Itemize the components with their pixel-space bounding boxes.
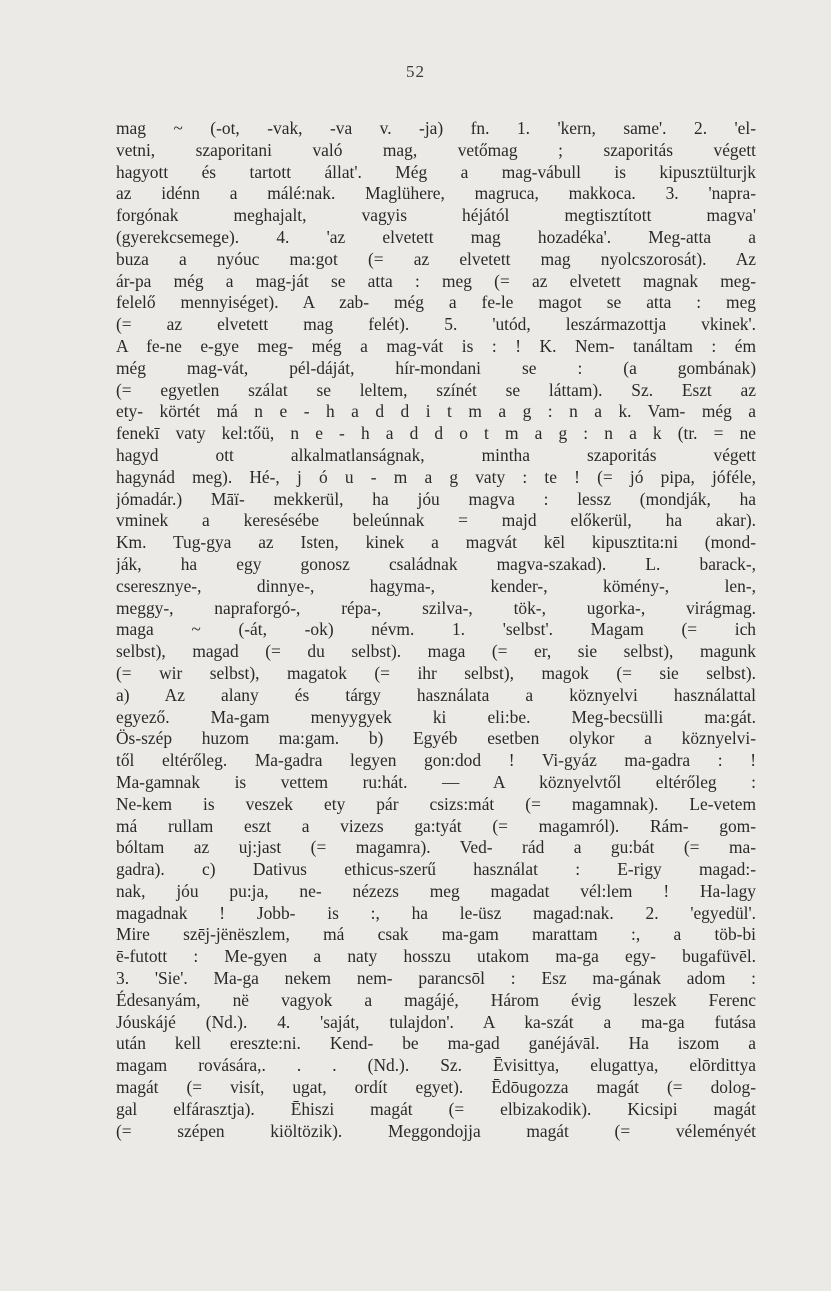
text-line: ē-futott : Me-gyen a naty hosszu utakom ma-ga egy- bugafüvēl.: [116, 946, 756, 967]
text-line: hagynád meg). Hé-, j ó u - m a g vaty : te ! (= jó pipa, jóféle,: [116, 466, 756, 487]
text-line: 3. 'Sie'. Ma-ga nekem nem- parancsōl : Esz ma-gának adom :: [116, 968, 756, 989]
page-number: 52: [406, 62, 425, 81]
text-line: maga ~ (-át, -ok) névm. 1. 'selbst'. Magam (= ich: [116, 619, 756, 640]
text-line: től eltérőleg. Ma-gadra legyen gon:dod ! Vi-gyáz ma-gadra : !: [116, 750, 756, 771]
text-line: Mire szēj-jënëszlem, má csak ma-gam marattam :, a töb-bi: [116, 924, 756, 945]
text-line: ár-pa még a mag-ját se atta : meg (= az elvetett magnak meg-: [116, 270, 756, 291]
text-line: után kell ereszte:ni. Kend- be ma-gad ganéjávāl. Ha iszom a: [116, 1033, 756, 1054]
text-line: felelő mennyiséget). A zab- még a fe-le magot se atta : meg: [116, 292, 756, 313]
text-line: forgónak meghajalt, vagyis héjától megtisztított magva': [116, 205, 756, 226]
text-line: selbst), magad (= du selbst). maga (= er, sie selbst), magunk: [116, 641, 756, 662]
text-line: mag ~ (-ot, -vak, -va v. -ja) fn. 1. 'kern, same'. 2. 'el-: [116, 118, 756, 138]
text-line: (gyerekcsemege). 4. 'az elvetett mag hozadéka'. Meg-atta a: [116, 226, 756, 247]
text-line: A fe-ne e-gye meg- még a mag-vát is : ! K. Nem- tanáltam : ém: [116, 335, 756, 356]
text-line: meggy-, napraforgó-, répa-, szilva-, tök-, ugorka-, virágmag.: [116, 597, 756, 618]
text-line: bóltam az uj:jast (= magamra). Ved- rád a gu:bát (= ma-: [116, 837, 756, 858]
text-line: Jóuskájé (Nd.). 4. 'saját, tulajdon'. A ka-szát a ma-ga futása: [116, 1011, 756, 1032]
text-line: magam rovására,. . . (Nd.). Sz. Ēvisittya, elugattya, elōrdittya: [116, 1055, 756, 1076]
text-line: Ma-gamnak is vettem ru:hát. — A köznyelvtől eltérőleg :: [116, 771, 756, 792]
text-line: (= az elvetett mag felét). 5. 'utód, leszármazottja vkinek'.: [116, 314, 756, 335]
text-line: ják, ha egy gonosz családnak magva-szakad). L. barack-,: [116, 553, 756, 574]
text-line: magadnak ! Jobb- is :, ha le-üsz magad:nak. 2. 'egyedül'.: [116, 902, 756, 923]
text-line: cseresznye-, dinnye-, hagyma-, kender-, kömény-, len-,: [116, 575, 756, 596]
text-line: nak, jóu pu:ja, ne- nézezs meg magadat vél:lem ! Ha-lagy: [116, 880, 756, 901]
text-line: gadra). c) Dativus ethicus-szerű használat : E-rigy magad:-: [116, 859, 756, 880]
text-line: Km. Tug-gya az Isten, kinek a magvát kēl kipusztita:ni (mond-: [116, 532, 756, 553]
text-line: Ös-szép huzom ma:gam. b) Egyéb esetben olykor a köznyelvi-: [116, 728, 756, 749]
text-line: (= szépen kiöltözik). Meggondojja magát (= véleményét: [116, 1120, 756, 1141]
text-line: egyező. Ma-gam menyygyek ki eli:be. Meg-becsülli ma:gát.: [116, 706, 756, 727]
text-line: hagyd ott alkalmatlanságnak, mintha szaporitás végett: [116, 444, 756, 465]
text-line: jómadár.) Māï- mekkerül, ha jóu magva : lessz (mondják, ha: [116, 488, 756, 509]
text-line: vetni, szaporitani való mag, vetőmag ; szaporitás végett: [116, 139, 756, 160]
text-line: magát (= visít, ugat, ordít egyet). Ēdōugozza magát (= dolog-: [116, 1077, 756, 1098]
text-line: vminek a keresésébe beleúnnak = majd előkerül, ha akar).: [116, 510, 756, 531]
text-line: gal elfárasztja). Ēhiszi magát (= elbizakodik). Kicsipi magát: [116, 1098, 756, 1119]
text-line: (= wir selbst), magatok (= ihr selbst), magok (= sie selbst).: [116, 662, 756, 683]
text-line: buza a nyóuc ma:got (= az elvetett mag nyolcszorosát). Az: [116, 248, 756, 269]
text-line: még mag-vát, pél-dáját, hír-mondani se : (a gombának): [116, 357, 756, 378]
text-line: az idénn a málé:nak. Maglühere, magruca, makkoca. 3. 'napra-: [116, 183, 756, 204]
text-line: Édesanyám, në vagyok a magájé, Három évig leszek Ferenc: [116, 989, 756, 1010]
body-text: [116, 118, 756, 1142]
text-line: (= egyetlen szálat se leltem, színét se láttam). Sz. Eszt az: [116, 379, 756, 400]
text-line: má rullam eszt a vizezs ga:tyát (= magamról). Rám- gom-: [116, 815, 756, 836]
text-line: fenekī vaty kel:tőü, n e - h a d d o t m a g : n a k (tr. = ne: [116, 423, 756, 444]
text-line: a) Az alany és tárgy használata a köznyelvi használattal: [116, 684, 756, 705]
text-line: Ne-kem is veszek ety pár csizs:mát (= magamnak). Le-vetem: [116, 793, 756, 814]
text-line: ety- körtét má n e - h a d d i t m a g : n a k. Vam- még a: [116, 401, 756, 422]
text-line: hagyott és tartott állat'. Még a mag-vábull is kipusztülturjk: [116, 161, 756, 182]
